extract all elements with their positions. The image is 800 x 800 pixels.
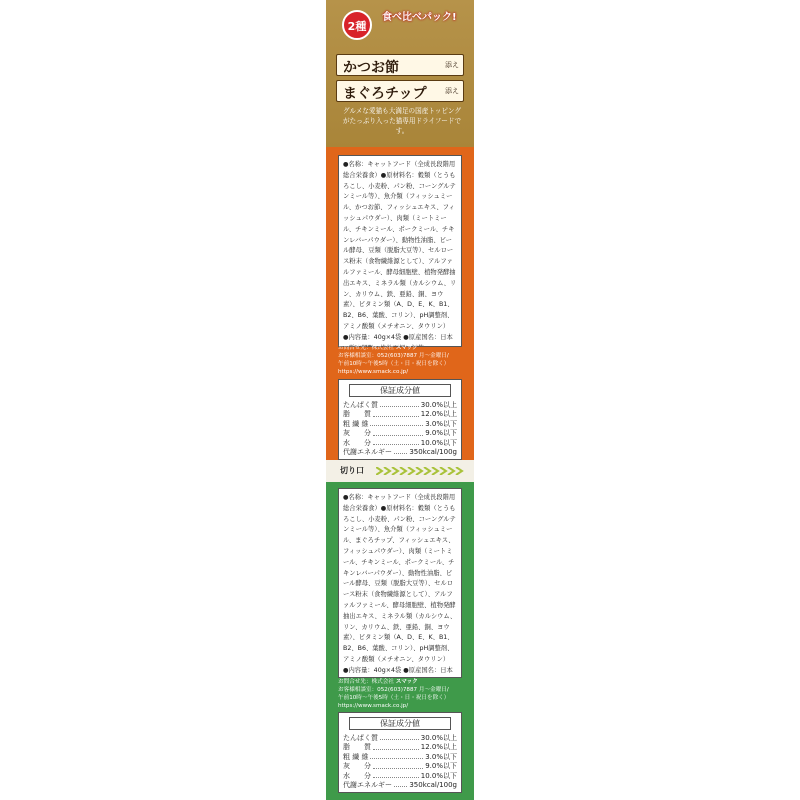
- nutrient-value: 350kcal/100g: [409, 781, 457, 790]
- nutrient-label: 粗 繊 維: [343, 419, 369, 428]
- ingredients-text: ●名称：キャットフード（全成長段階用総合栄養食）●原材料名：穀類（とうもろこし、小麦粉、パン粉、コーングルテンミール等）、魚介類（フィッシュミール、かつお節、フィッシュエキス、フィッシュパウダー）、肉類（ミートミール、チキンミール、ポークミール、チキンレバーパウダー）、動物性油脂、ビール酵母、豆類（脱脂大豆等）、セルロース粉末（食物繊維源として）、アルファルファミール、酵母細胞壁、植物発酵抽出エキス、ミネラル類（カルシウム、リン、カリウム、鉄、亜鉛、銅、ヨウ素）、ビタミン類（A、D、E、K、B1、B2、B6、葉酸、コリン）、pH調整剤、アミノ酸類（メチオニン、タウリン）: [343, 161, 457, 330]
- nutrient-label: たんぱく質: [343, 734, 378, 742]
- nutrition-row: [343, 753, 457, 762]
- nutrient-value: 9.0%以下: [425, 429, 457, 438]
- contact-prefix: お問合せ先：株式会社: [338, 679, 394, 685]
- tear-strip[interactable]: [326, 460, 474, 482]
- company-contact: [338, 344, 468, 376]
- nutrient-label: 脂 質: [343, 743, 371, 752]
- package-side-panel: [326, 0, 474, 800]
- contact-phone: お客様相談室：052(603)7887 月～金曜日/: [338, 353, 449, 359]
- nutrient-label: 灰 分: [343, 429, 371, 438]
- nutrient-label: 代謝エネルギー: [343, 781, 392, 790]
- variant-name: まぐろチップ: [343, 86, 427, 102]
- ingredient-box: [338, 488, 462, 678]
- tagline: グルメな愛猫も大満足の国産トッピングがたっぷり入った猫専用ドライフードです。: [342, 107, 462, 135]
- nutrient-label: 水 分: [343, 771, 371, 780]
- ingredients-text: ●名称：キャットフード（全成長段階用総合栄養食）●原材料名：穀類（とうもろこし、小麦粉、パン粉、コーングルテンミール等）、魚介類（フィッシュミール、まぐろチップ、フィッシュエキス、フィッシュパウダー）、肉類（ミートミール、チキンミール、ポークミール、チキンレバーパウダー）、動物性油脂、ビール酵母、豆類（脱脂大豆等）、セルロース粉末（食物繊維源として）、アルファルファミール、酵母細胞壁、植物発酵抽出エキス、ミネラル類（カルシウム、リン、カリウム、鉄、亜鉛、銅、ヨウ素）、ビタミン類（A、D、E、K、B1、B2、B6、葉酸、コリン）、pH調整剤、アミノ酸類（メチオニン、タウリン）: [343, 494, 457, 663]
- company-contact: [338, 678, 468, 710]
- nutrient-label: たんぱく質: [343, 401, 378, 409]
- green-info-panel: [326, 482, 474, 800]
- chevron-right-icon: [376, 467, 466, 475]
- nutrient-value: 10.0%以下: [420, 771, 457, 780]
- nutrition-row: [343, 448, 457, 457]
- nutrient-value: 9.0%以下: [425, 762, 457, 771]
- nutrient-label: 灰 分: [343, 762, 371, 771]
- nutrient-label: 粗 繊 維: [343, 752, 369, 761]
- nutrition-row: [343, 734, 457, 743]
- contact-hours: 午前10時～午後5時（土・日・祝日を除く）: [338, 695, 450, 701]
- nutrition-row: [343, 743, 457, 752]
- nutrition-row: [343, 781, 457, 790]
- nutrition-row: [343, 762, 457, 771]
- orange-info-panel: [326, 147, 474, 460]
- badge-number: 2種: [342, 10, 372, 40]
- nutrient-value: 10.0%以下: [420, 438, 457, 447]
- nutrient-value: 3.0%以下: [425, 419, 457, 428]
- nutrition-row: [343, 420, 457, 429]
- nutrition-title: 保証成分値: [349, 384, 451, 397]
- variant-name: かつお節: [343, 60, 399, 76]
- contact-url: https://www.smack.co.jp/: [338, 369, 409, 375]
- variant-label-katsuobushi: [336, 54, 464, 76]
- nutrition-title: 保証成分値: [349, 717, 451, 730]
- nutrition-row: [343, 401, 457, 410]
- variant-suffix: 添え: [445, 61, 459, 69]
- net-content: ●内容量：40g×4袋 ●原産国名：日本: [343, 666, 453, 674]
- nutrient-label: 代謝エネルギー: [343, 448, 392, 457]
- nutrition-box: [338, 379, 462, 460]
- nutrition-box: [338, 712, 462, 793]
- nutrient-value: 30.0%以上: [420, 401, 457, 409]
- contact-prefix: お問合せ先：株式会社: [338, 345, 394, 351]
- contact-hours: 午前10時～午後5時（土・日・祝日を除く）: [338, 361, 450, 367]
- nutrition-row: [343, 410, 457, 419]
- badge-text: 食べ比べパック!: [382, 12, 457, 23]
- nutrition-row: [343, 439, 457, 448]
- variant-label-maguro: [336, 80, 464, 102]
- contact-name: スマック: [395, 345, 418, 351]
- contact-phone: お客様相談室：052(603)7887 月～金曜日/: [338, 687, 449, 693]
- cut-label: 切り口: [340, 466, 364, 475]
- contact-url: https://www.smack.co.jp/: [338, 703, 409, 709]
- net-content: ●内容量：40g×4袋 ●原産国名：日本: [343, 333, 453, 341]
- nutrient-value: 3.0%以下: [425, 752, 457, 761]
- nutrient-label: 脂 質: [343, 410, 371, 419]
- variant-suffix: 添え: [445, 87, 459, 95]
- nutrient-value: 30.0%以上: [420, 734, 457, 742]
- header-panel: [326, 0, 474, 147]
- ingredient-box: [338, 155, 462, 347]
- nutrient-value: 12.0%以上: [420, 410, 457, 419]
- contact-name: スマック: [395, 679, 418, 685]
- nutrient-label: 水 分: [343, 438, 371, 447]
- nutrition-row: [343, 772, 457, 781]
- nutrient-value: 12.0%以上: [420, 743, 457, 752]
- nutrition-row: [343, 429, 457, 438]
- nutrient-value: 350kcal/100g: [409, 448, 457, 457]
